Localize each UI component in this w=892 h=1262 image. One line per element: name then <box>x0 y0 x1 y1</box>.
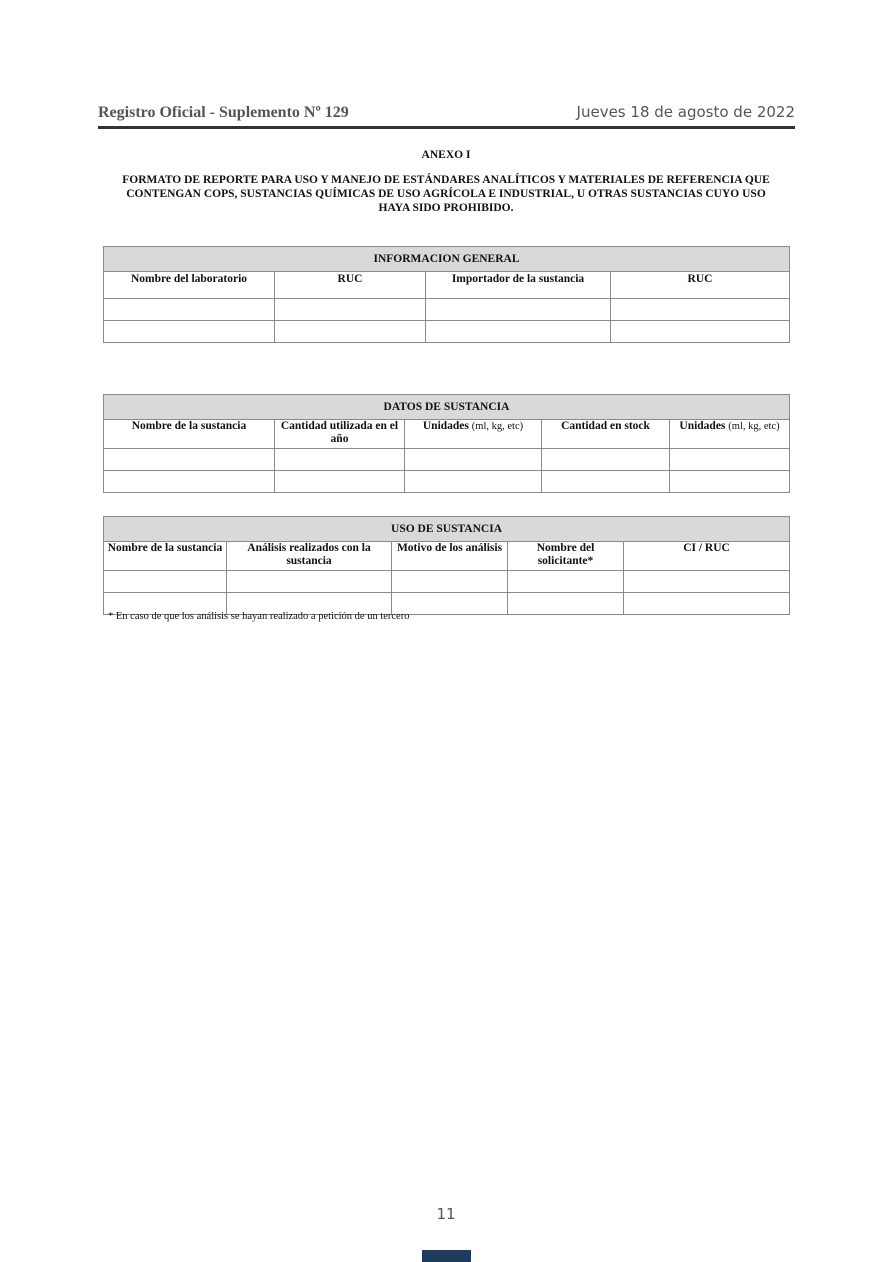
table-cell[interactable] <box>405 471 542 493</box>
table-cell[interactable] <box>104 449 275 471</box>
table-cell[interactable] <box>104 321 275 343</box>
table-cell[interactable] <box>275 299 426 321</box>
column-header <box>670 420 790 449</box>
table-cell[interactable] <box>611 321 790 343</box>
annex-label: ANEXO I <box>421 149 471 161</box>
table-row <box>104 321 790 343</box>
column-header-main: Unidades <box>422 420 469 432</box>
column-header: CI / RUC <box>624 542 790 571</box>
column-header: Nombre de la sustancia <box>104 420 275 449</box>
annex-title: FORMATO DE REPORTE PARA USO Y MANEJO DE ESTÁNDARES ANALÍTICOS Y MATERIALES DE REFERENCIA QUE CONTENGAN COPS, SUSTANCIAS QUÍMICAS DE USO AGRÍCOLA E INDUSTRIAL, U OTRAS SUSTANCIAS CUYO USO HAYA SIDO PROHIBIDO. <box>122 174 770 214</box>
column-header: RUC <box>275 272 426 299</box>
column-header: Nombre de la sustancia <box>104 542 227 571</box>
column-header: Nombre del solicitante* <box>508 542 624 571</box>
column-header-note: (ml, kg, etc) <box>471 421 524 432</box>
table-cell[interactable] <box>426 299 611 321</box>
column-header-note: (ml, kg, etc) <box>728 421 780 432</box>
table-cell[interactable] <box>508 571 624 593</box>
substance-data-table <box>103 394 790 493</box>
page-footer-bar <box>422 1250 471 1262</box>
table-cell[interactable] <box>392 571 508 593</box>
table-cell[interactable] <box>670 471 790 493</box>
column-header-main: Unidades <box>679 420 726 432</box>
table-row <box>104 571 790 593</box>
column-header: Cantidad utilizada en el año <box>275 420 405 449</box>
column-header: Nombre del laboratorio <box>104 272 275 299</box>
column-header: Análisis realizados con la sustancia <box>227 542 392 571</box>
table-cell[interactable] <box>426 321 611 343</box>
table-cell[interactable] <box>611 299 790 321</box>
table-cell[interactable] <box>104 471 275 493</box>
footnote: * En caso de que los análisis se hayan realizado a petición de un tercero <box>108 611 410 622</box>
table-cell[interactable] <box>542 449 670 471</box>
header-rule <box>98 126 795 129</box>
table-cell[interactable] <box>542 471 670 493</box>
publication-date: Jueves 18 de agosto de 2022 <box>576 103 795 121</box>
table-cell[interactable] <box>227 571 392 593</box>
substance-use-table <box>103 516 790 615</box>
column-header <box>405 420 542 449</box>
table-cell[interactable] <box>104 571 227 593</box>
column-header: Importador de la sustancia <box>426 272 611 299</box>
table-row <box>104 299 790 321</box>
table-cell[interactable] <box>508 593 624 615</box>
table-cell[interactable] <box>104 299 275 321</box>
general-info-table <box>103 246 790 343</box>
column-header: RUC <box>611 272 790 299</box>
table-cell[interactable] <box>405 449 542 471</box>
table-cell[interactable] <box>670 449 790 471</box>
table-cell[interactable] <box>275 471 405 493</box>
table-cell[interactable] <box>275 321 426 343</box>
table-cell[interactable] <box>624 571 790 593</box>
table-cell[interactable] <box>624 593 790 615</box>
table-title: DATOS DE SUSTANCIA <box>104 395 790 420</box>
table-cell[interactable] <box>275 449 405 471</box>
table-title: USO DE SUSTANCIA <box>104 517 790 542</box>
table-row <box>104 449 790 471</box>
table-title: INFORMACION GENERAL <box>104 247 790 272</box>
column-header: Cantidad en stock <box>542 420 670 449</box>
column-header: Motivo de los análisis <box>392 542 508 571</box>
publication-title: Registro Oficial - Suplemento Nº 129 <box>98 104 349 121</box>
table-row <box>104 471 790 493</box>
page-number: 11 <box>436 1205 456 1223</box>
